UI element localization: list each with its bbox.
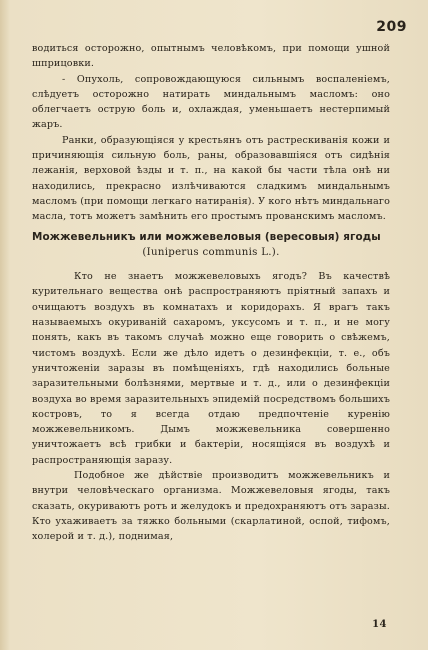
paragraph: - Опухоль, сопровождающуюся сильнымъ воспаленiемъ, слѣдуетъ осторожно натирать миндальнымъ масломъ: оно облегчаетъ острую боль и, охлаждая, уменьшаетъ нестерпимый жаръ.	[32, 73, 390, 131]
page-body	[32, 41, 390, 545]
paragraph: Кто не знаетъ можжевеловыхъ ягодъ? Въ качествѣ курительнаго вещества онѣ распространяютъ прiятный запахъ и очищаютъ воздухъ въ комнатахъ и коридорахъ. Я врагъ такъ называемыхъ окуриванiй сахаромъ, уксусомъ и т. п., и не могу понять, какъ въ такомъ случаѣ можно еще говорить о свѣжемъ, чистомъ воздухѣ. Если же дѣло идетъ о дезинфекцiи, т. е., объ уничтоженiи заразы въ помѣщенiяхъ, гдѣ находились больные заразительными болѣзнями, мертвые и т. д., или о дезинфекцiи воздуха во время заразительныхъ эпидемiй посредствомъ большихъ костровъ, то я всегда отдаю предпочтенiе куренiю можжевельникомъ. Дымъ можжевельника совершенно уничтожаетъ всѣ грибки и бактерiи, носящiяся въ воздухѣ и распространяющiя заразу.	[32, 271, 390, 466]
paragraph: Подобное же дѣйствiе производитъ можжевельникъ и внутри человѣческаго организма. Можжевеловыя ягоды, такъ сказать, окуриваютъ ротъ и желудокъ и предохраняютъ отъ заразы. Кто ухаживаетъ за тяжко больными (скарлатиной, оспой, тифомъ, холерой и т. д.), поднимая,	[32, 470, 390, 543]
section-heading: Можжевельникъ или можжевеловыя (вересовыя) ягоды	[32, 230, 381, 243]
paragraph: водиться осторожно, опытнымъ человѣкомъ, при помощи ушной шприцовки.	[32, 43, 390, 70]
paragraph: Ранки, образующiяся у крестьянъ отъ растрескиванiя кожи и причиняющiя сильную боль, раны, образовавшiяся отъ сидѣнiя лежанiя, верховой ѣзды и т. п., на какой бы части тѣла онѣ ни находились, прекрасно излѣчиваются сладкимъ миндальнымъ масломъ (при помощи легкаго натиранiя). У кого нѣтъ миндальнаго масла, тотъ можетъ замѣнить его простымъ прованскимъ масломъ.	[32, 134, 390, 223]
page-number: 209	[376, 19, 407, 35]
section-latin-name: (Iuniperus communis L.).	[142, 246, 280, 258]
signature-mark: 14	[372, 619, 387, 630]
